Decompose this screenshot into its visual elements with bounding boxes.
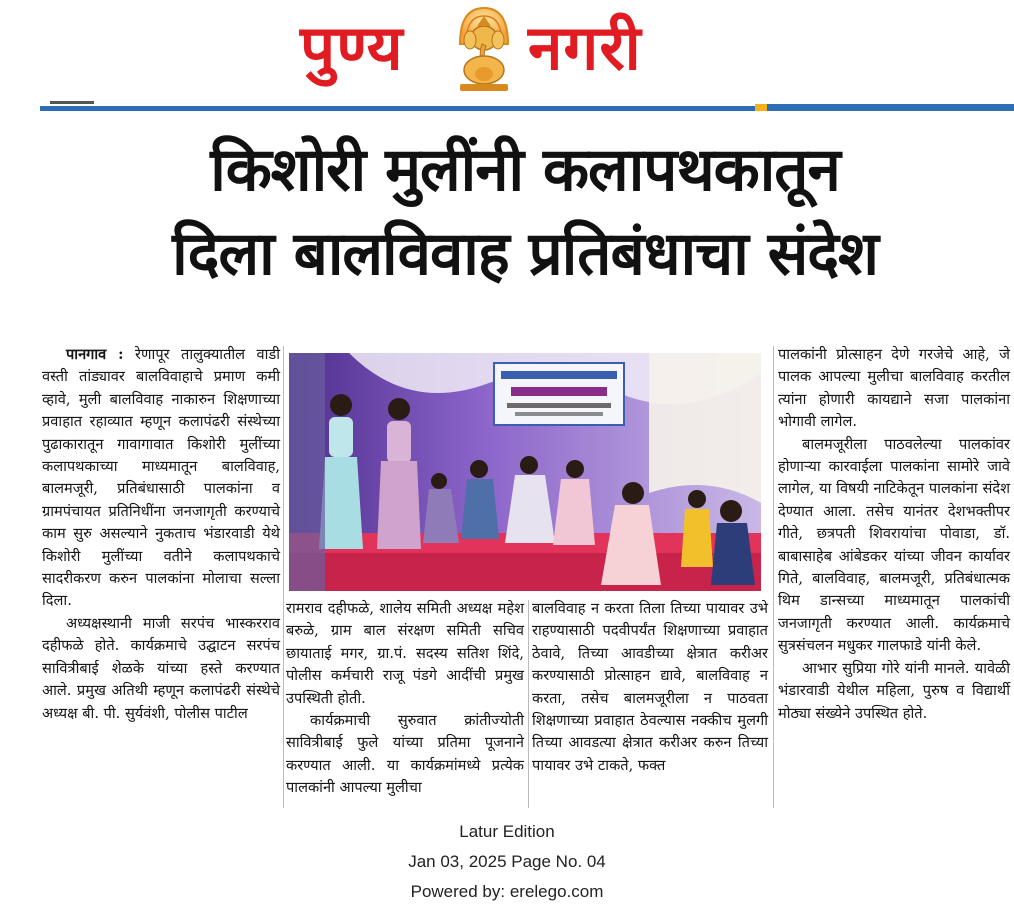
footer-date-page: Jan 03, 2025 Page No. 04 [408,852,606,871]
masthead-divider-bar [760,104,1014,111]
masthead-accent [755,104,767,111]
paragraph: बालविवाह न करता तिला तिच्या पायावर उभे राहण्यासाठी पदवीपर्यंत शिक्षणाच्या प्रवाहात ठेवावे, तिच्या आवडीच्या क्षेत्रात करीअर करण्यासाठी प्रोत्साहन द्यावे, बालविवाह न करता, तसेच बालमजूरीला न पाठवता शिक्षणाच्या प्रवाहात ठेवल्यास नक्कीच मुलगी तिच्या आवडत्या क्षेत्रात करीअर करुन तिच्या पायावर उभे टाकते, फक्त [532,600,768,774]
paragraph: कार्यक्रमाची सुरुवात क्रांतीज्योती सावित्रीबाई फुले यांच्या प्रतिमा पूजनाने करण्यात आली. या कार्यक्रमांमध्ये प्रत्येक पालकांनी आपल्या मुलीचा [286,712,524,797]
brand-name-right: नगरी [528,11,642,84]
article-headline [40,128,1010,296]
column-divider [528,600,529,808]
paragraph: आभार सुप्रिया गोरे यांनी मानले. यावेळी भंडारवाडी येथील महिला, पुरुष व विद्यार्थी मोठ्या संख्येने उपस्थित होते. [778,659,1010,722]
column-divider [283,346,284,808]
masthead-divider-short [50,101,94,104]
paragraph: अध्यक्षस्थानी माजी सरपंच भास्करराव दहीफळे होते. कार्यक्रमाचे उद्घाटन सरपंच सावित्रीबाई शेळके यांच्या हस्ते करण्यात आले. प्रमुख अतिथी म्हणून कलापंढरी संस्थेचे अध्यक्ष बी. पी. सुर्यवंशी, पोलीस पाटील [42,614,280,722]
article-column-4 [778,344,1010,725]
article-column-3 [532,598,768,777]
brand-name-left: पुण्य [300,11,404,84]
paragraph: बालमजूरीला पाठवलेल्या पालकांवर होणाऱ्या कारवाईला पालकांना सामोरे जावे लागेल, या विषयी नाटिकेतून पालकांना संदेश देण्यात आला. तसेच यानंतर देशभक्तीपर गीते, छत्रपती शिवरायांचा पोवाडा, डॉ. बाबासाहेब आंबेडकर यांच्या जीवन कार्यावर गिते, बालविवाह, बालमजूरी, प्रतिबंधात्मक थिम डान्सच्या माध्यमातून पालकांची जनजागृती करण्यात आली. कार्यक्रमाचे सुत्रसंचलन मधुकर गालफाडे यांनी केले. [778,435,1010,655]
footer-edition: Latur Edition [459,822,555,841]
headline-line-2: दिला बालविवाह प्रतिबंधाचा संदेश [172,219,878,289]
footer-powered-by: Powered by: erelego.com [410,882,604,901]
paragraph: पालकांनी प्रोत्साहन देणे गरजेचे आहे, जे पालक आपल्या मुलीचा बालविवाह करतील त्यांना होणारी कायद्याने सजा पालकांना भोगावी लागेल. [778,346,1010,431]
masthead [0,0,1014,110]
performance-photo-illustration [289,353,761,591]
paragraph: रेणापूर तालुक्यातील वाडी वस्ती तांड्यावर बालविवाहाचे प्रमाण कमी व्हावे, मुली बालविवाह नाकारुन शिक्षणाच्या प्रवाहात रहाव्यात म्हणून कलापंढरी संस्थेच्या पुढाकारातून गावागावात किशोरी मुलींच्या कलापथकाच्या माध्यमातून बालविवाह, बालमजूरी, प्रतिबंधासाठी पालकांना व ग्रामपंचायत प्रतिनिधींना जनजागृती करण्याचे काम सुरु असल्याने नुकताच भंडारवाडी येथे किशोरी मुलींच्या वतीने कलापथकाचे सादरीकरण करुन पालकांना मोलाचा सल्ला दिला. [42,346,280,610]
dateline: पानगाव : [66,346,124,363]
column-divider [773,346,774,808]
event-photo [289,353,761,591]
ganesha-emblem-icon [452,4,516,92]
headline-line-1: किशोरी मुलींनी कलापथकातून [210,135,840,205]
paragraph: रामराव दहीफळे, शालेय समिती अध्यक्ष महेश बरुळे, ग्राम बाल संरक्षण समिती सचिव छायाताई मगर, ग्रा.पं. सदस्य सतिश शिंदे, पोलीस कर्मचारी राजू पंडगे आदींची प्रमुख उपस्थिती होती. [286,600,524,707]
article-column-2 [286,598,524,800]
article-column-1 [42,344,280,725]
